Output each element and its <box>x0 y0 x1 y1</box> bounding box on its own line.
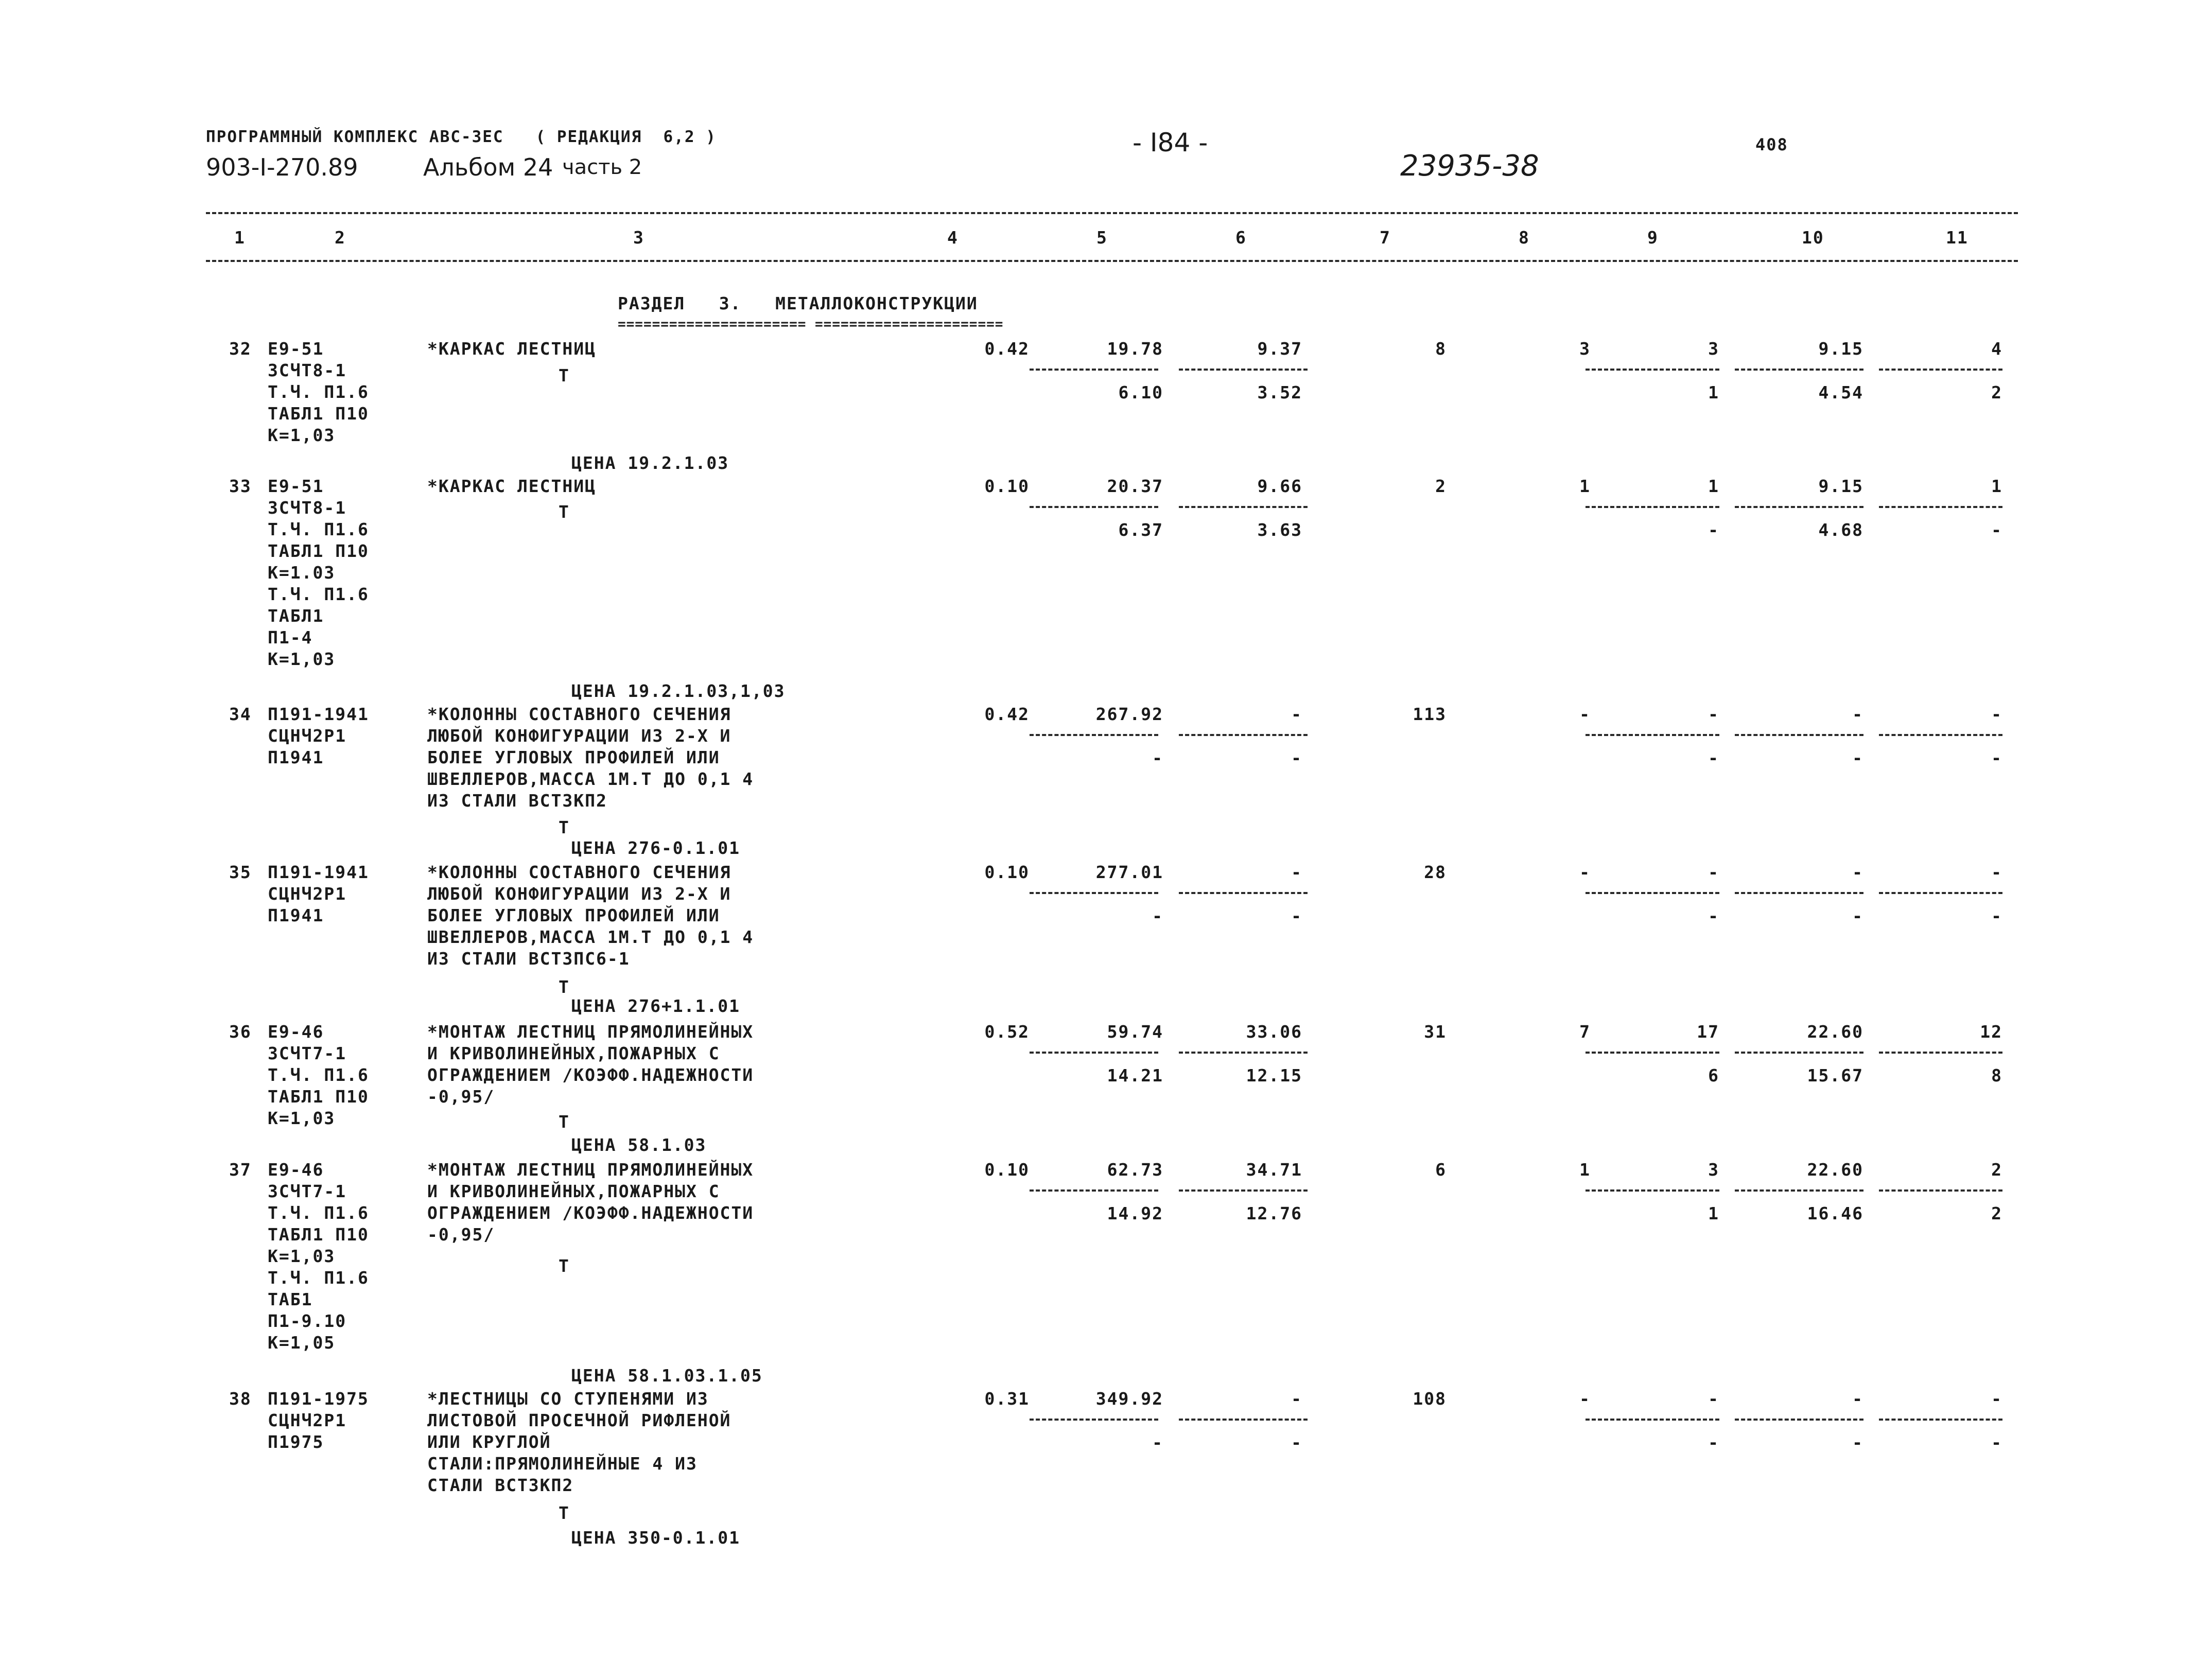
row-description-line: ЛЮБОЙ КОНФИГУРАЦИИ ИЗ 2-Х И <box>427 884 731 904</box>
separator-col-5 <box>1030 1189 1158 1192</box>
row-number: 34 <box>229 704 252 724</box>
row-description-line: И КРИВОЛИНЕЙНЫХ,ПОЖАРНЫХ С <box>427 1181 720 1201</box>
value-col-11-bottom: 2 <box>1991 382 2002 402</box>
value-col-11-bottom: - <box>1991 520 2002 540</box>
separator-col-11 <box>1879 734 2002 736</box>
separator-col-11 <box>1879 369 2002 371</box>
row-code-line: П191-1941 <box>268 704 369 724</box>
value-col-6: 34.71 <box>1246 1160 1302 1180</box>
row-code-line: ТАБЛ1 П10 <box>268 404 369 424</box>
value-col-6: 9.66 <box>1257 476 1302 496</box>
row-description-line: ШВЕЛЛЕРОВ,МАССА 1М.Т ДО 0,1 4 <box>427 927 754 947</box>
separator-col-11 <box>1879 1419 2002 1421</box>
row-code-line: П1941 <box>268 747 324 767</box>
value-col-10-bottom: - <box>1852 1432 1863 1452</box>
value-col-7: 31 <box>1424 1022 1447 1042</box>
value-col-5: 19.78 <box>1107 339 1163 359</box>
value-col-4: 0.10 <box>984 1160 1030 1180</box>
value-col-9: 3 <box>1708 339 1719 359</box>
separator-col-9 <box>1586 506 1719 508</box>
value-col-11: 12 <box>1980 1022 2002 1042</box>
value-col-11: - <box>1991 704 2002 724</box>
value-col-9-bottom: - <box>1708 748 1719 768</box>
value-col-11: - <box>1991 1389 2002 1409</box>
value-col-6-bottom: - <box>1291 1432 1302 1452</box>
value-col-9: 3 <box>1708 1160 1719 1180</box>
separator-col-9 <box>1586 369 1719 371</box>
value-col-5: 349.92 <box>1095 1389 1163 1409</box>
row-code-line: П191-1941 <box>268 862 369 882</box>
value-col-6: 33.06 <box>1246 1022 1302 1042</box>
row-price: ЦЕНА 276-0.1.01 <box>571 838 741 858</box>
value-col-4: 0.42 <box>984 704 1030 724</box>
row-code-line: П1941 <box>268 905 324 925</box>
value-col-5-bottom: 14.21 <box>1107 1065 1163 1086</box>
row-code-line: П1975 <box>268 1432 324 1452</box>
row-code-line: К=1,03 <box>268 649 336 669</box>
value-col-8: - <box>1579 862 1591 882</box>
separator-col-10 <box>1735 734 1863 736</box>
value-col-10: 9.15 <box>1818 339 1863 359</box>
row-code-line: СЦНЧ2Р1 <box>268 1410 347 1430</box>
row-mark: Т <box>559 502 570 522</box>
row-code-line: ТАБЛ1 <box>268 606 324 626</box>
row-description-line: ИЗ СТАЛИ ВСТЗКП2 <box>427 791 607 811</box>
separator-col-10 <box>1735 369 1863 371</box>
row-mark: Т <box>559 1503 570 1523</box>
row-code-line: К=1,03 <box>268 425 336 445</box>
value-col-10-bottom: 4.68 <box>1818 520 1863 540</box>
column-header-11: 11 <box>1946 227 1968 248</box>
row-description-line: *КОЛОННЫ СОСТАВНОГО СЕЧЕНИЯ <box>427 704 731 724</box>
value-col-7: 8 <box>1435 339 1447 359</box>
value-col-9: 1 <box>1708 476 1719 496</box>
value-col-5-bottom: - <box>1152 748 1163 768</box>
separator-col-6 <box>1179 1052 1308 1054</box>
separator-col-11 <box>1879 1052 2002 1054</box>
value-col-11-bottom: - <box>1991 748 2002 768</box>
value-col-9: 17 <box>1697 1022 1719 1042</box>
row-description-line: ЛЮБОЙ КОНФИГУРАЦИИ ИЗ 2-Х И <box>427 726 731 746</box>
value-col-5-bottom: - <box>1152 906 1163 926</box>
value-col-11-bottom: 2 <box>1991 1203 2002 1223</box>
value-col-11: - <box>1991 862 2002 882</box>
value-col-6-bottom: 3.63 <box>1257 520 1302 540</box>
row-code-line: П1-9.10 <box>268 1311 347 1331</box>
separator-col-11 <box>1879 892 2002 894</box>
row-code-line: ТАБ1 <box>268 1289 313 1309</box>
separator-col-6 <box>1179 1419 1308 1421</box>
row-description-line: БОЛЕЕ УГЛОВЫХ ПРОФИЛЕЙ ИЛИ <box>427 905 720 925</box>
value-col-5-bottom: - <box>1152 1432 1163 1452</box>
value-col-8: 1 <box>1579 476 1591 496</box>
row-price: ЦЕНА 58.1.03.1.05 <box>571 1366 763 1386</box>
row-code-line: ЗСЧТ7-1 <box>268 1181 347 1201</box>
value-col-7: 6 <box>1435 1160 1447 1180</box>
value-col-10: 22.60 <box>1807 1022 1863 1042</box>
value-col-5-bottom: 14.92 <box>1107 1203 1163 1223</box>
row-description-line: *МОНТАЖ ЛЕСТНИЦ ПРЯМОЛИНЕЙНЫХ <box>427 1160 754 1180</box>
value-col-10-bottom: 16.46 <box>1807 1203 1863 1223</box>
separator-col-9 <box>1586 1189 1719 1192</box>
value-col-4: 0.31 <box>984 1389 1030 1409</box>
row-price: ЦЕНА 350-0.1.01 <box>571 1528 741 1548</box>
value-col-6-bottom: - <box>1291 906 1302 926</box>
row-description-line: *ЛЕСТНИЦЫ СО СТУПЕНЯМИ ИЗ <box>427 1389 709 1409</box>
row-code-line: СЦНЧ2Р1 <box>268 726 347 746</box>
separator-col-9 <box>1586 1052 1719 1054</box>
row-code-line: Т.Ч. П1.6 <box>268 382 369 402</box>
value-col-10-bottom: - <box>1852 906 1863 926</box>
value-col-10: 22.60 <box>1807 1160 1863 1180</box>
row-description-line: *КАРКАС ЛЕСТНИЦ <box>427 339 597 359</box>
separator-col-10 <box>1735 892 1863 894</box>
value-col-6-bottom: 12.15 <box>1246 1065 1302 1086</box>
row-code-line: ТАБЛ1 П10 <box>268 1087 369 1107</box>
row-mark: Т <box>559 365 570 386</box>
column-header-2: 2 <box>335 227 346 248</box>
part-label: часть 2 <box>562 155 642 179</box>
separator-col-9 <box>1586 1419 1719 1421</box>
column-header-6: 6 <box>1235 227 1247 248</box>
row-description-line: ОГРАЖДЕНИЕМ /КОЭФФ.НАДЕЖНОСТИ <box>427 1065 754 1085</box>
program-title: ПРОГРАММНЫЙ КОМПЛЕКС АВС-ЗЕС ( РЕДАКЦИЯ 6,2 ) <box>206 128 717 146</box>
value-col-6: - <box>1291 862 1302 882</box>
value-col-9-bottom: - <box>1708 520 1719 540</box>
row-description-line: -0,95/ <box>427 1087 495 1107</box>
row-price: ЦЕНА 19.2.1.03 <box>571 453 729 473</box>
value-col-4: 0.10 <box>984 476 1030 496</box>
value-col-6-bottom: 3.52 <box>1257 382 1302 402</box>
separator-col-5 <box>1030 1052 1158 1054</box>
section-title: РАЗДЕЛ 3. МЕТАЛЛОКОНСТРУКЦИИ <box>618 293 978 313</box>
separator-col-5 <box>1030 506 1158 508</box>
column-header-1: 1 <box>234 227 246 248</box>
row-description-line: СТАЛИ:ПРЯМОЛИНЕЙНЫЕ 4 ИЗ <box>427 1454 698 1474</box>
value-col-9: - <box>1708 1389 1719 1409</box>
value-col-9: - <box>1708 704 1719 724</box>
value-col-9-bottom: - <box>1708 906 1719 926</box>
value-col-10: - <box>1852 1389 1863 1409</box>
separator-col-6 <box>1179 1189 1308 1192</box>
value-col-10-bottom: 4.54 <box>1818 382 1863 402</box>
row-code-line: Е9-51 <box>268 339 324 359</box>
row-description-line: -0,95/ <box>427 1224 495 1245</box>
column-header-5: 5 <box>1096 227 1108 248</box>
row-code-line: К=1.03 <box>268 563 336 583</box>
value-col-5-bottom: 6.37 <box>1118 520 1163 540</box>
row-code-line: Т.Ч. П1.6 <box>268 1203 369 1223</box>
value-col-5: 277.01 <box>1095 862 1163 882</box>
row-code-line: СЦНЧ2Р1 <box>268 884 347 904</box>
value-col-6: - <box>1291 704 1302 724</box>
row-code-line: Е9-46 <box>268 1022 324 1042</box>
row-description-line: ОГРАЖДЕНИЕМ /КОЭФФ.НАДЕЖНОСТИ <box>427 1203 754 1223</box>
row-code-line: ТАБЛ1 П10 <box>268 541 369 561</box>
separator-col-5 <box>1030 734 1158 736</box>
row-number: 32 <box>229 339 252 359</box>
row-mark: Т <box>559 817 570 837</box>
row-code-line: ЗСЧТ8-1 <box>268 360 347 380</box>
row-code-line: ЗСЧТ8-1 <box>268 498 347 518</box>
row-number: 37 <box>229 1160 252 1180</box>
separator-col-6 <box>1179 734 1308 736</box>
value-col-10-bottom: 15.67 <box>1807 1065 1863 1086</box>
column-header-3: 3 <box>633 227 644 248</box>
row-number: 35 <box>229 862 252 882</box>
row-code-line: Т.Ч. П1.6 <box>268 1065 369 1085</box>
row-description-line: ИЗ СТАЛИ ВСТЗПС6-1 <box>427 949 630 969</box>
value-col-7: 108 <box>1413 1389 1447 1409</box>
value-col-11-bottom: - <box>1991 906 2002 926</box>
row-description-line: *МОНТАЖ ЛЕСТНИЦ ПРЯМОЛИНЕЙНЫХ <box>427 1022 754 1042</box>
row-description-line: И КРИВОЛИНЕЙНЫХ,ПОЖАРНЫХ С <box>427 1043 720 1063</box>
column-header-10: 10 <box>1802 227 1824 248</box>
value-col-11: 4 <box>1991 339 2002 359</box>
value-col-4: 0.52 <box>984 1022 1030 1042</box>
row-description-line: ЛИСТОВОЙ ПРОСЕЧНОЙ РИФЛЕНОЙ <box>427 1410 731 1430</box>
column-header-4: 4 <box>947 227 959 248</box>
row-code-line: Т.Ч. П1.6 <box>268 584 369 604</box>
row-number: 33 <box>229 476 252 496</box>
value-col-11-bottom: - <box>1991 1432 2002 1452</box>
value-col-9-bottom: 6 <box>1708 1065 1719 1086</box>
row-description-line: СТАЛИ ВСТЗКП2 <box>427 1475 574 1495</box>
separator-col-5 <box>1030 1419 1158 1421</box>
row-code-line: К=1,05 <box>268 1333 336 1353</box>
value-col-8: 1 <box>1579 1160 1591 1180</box>
row-code-line: ТАБЛ1 П10 <box>268 1224 369 1245</box>
separator-col-10 <box>1735 1189 1863 1192</box>
row-description-line: ИЛИ КРУГЛОЙ <box>427 1432 551 1452</box>
value-col-6-bottom: 12.76 <box>1246 1203 1302 1223</box>
value-col-4: 0.10 <box>984 862 1030 882</box>
row-code-line: Т.Ч. П1.6 <box>268 519 369 539</box>
row-code-line: К=1,03 <box>268 1246 336 1266</box>
value-col-11-bottom: 8 <box>1991 1065 2002 1086</box>
value-col-5: 20.37 <box>1107 476 1163 496</box>
row-mark: Т <box>559 1256 570 1276</box>
value-col-10: 9.15 <box>1818 476 1863 496</box>
value-col-11: 2 <box>1991 1160 2002 1180</box>
section-underline: ====================== ====================== <box>618 317 1004 332</box>
separator-col-10 <box>1735 1052 1863 1054</box>
value-col-6: 9.37 <box>1257 339 1302 359</box>
value-col-5: 267.92 <box>1095 704 1163 724</box>
page-number: - I84 - <box>1133 128 1208 157</box>
value-col-5: 59.74 <box>1107 1022 1163 1042</box>
separator-col-11 <box>1879 506 2002 508</box>
separator-col-9 <box>1586 892 1719 894</box>
value-col-8: 7 <box>1579 1022 1591 1042</box>
column-header-9: 9 <box>1647 227 1659 248</box>
value-col-8: - <box>1579 1389 1591 1409</box>
value-col-11: 1 <box>1991 476 2002 496</box>
value-col-7: 113 <box>1413 704 1447 724</box>
value-col-8: 3 <box>1579 339 1591 359</box>
row-code-line: ЗСЧТ7-1 <box>268 1043 347 1063</box>
row-code-line: Е9-51 <box>268 476 324 496</box>
row-code-line: П191-1975 <box>268 1389 369 1409</box>
header-bottom-rule <box>206 260 2018 262</box>
row-price: ЦЕНА 58.1.03 <box>571 1135 707 1155</box>
value-col-6: - <box>1291 1389 1302 1409</box>
row-price: ЦЕНА 19.2.1.03,1,03 <box>571 681 786 701</box>
separator-col-9 <box>1586 734 1719 736</box>
value-col-9-bottom: 1 <box>1708 382 1719 402</box>
value-col-9-bottom: 1 <box>1708 1203 1719 1223</box>
doc-number: 23935-38 <box>1400 149 1539 183</box>
column-header-7: 7 <box>1380 227 1391 248</box>
value-col-10-bottom: - <box>1852 748 1863 768</box>
row-price: ЦЕНА 276+1.1.01 <box>571 996 741 1016</box>
separator-col-5 <box>1030 892 1158 894</box>
value-col-4: 0.42 <box>984 339 1030 359</box>
value-col-8: - <box>1579 704 1591 724</box>
value-col-5: 62.73 <box>1107 1160 1163 1180</box>
value-col-10: - <box>1852 862 1863 882</box>
row-code-line: К=1,03 <box>268 1108 336 1128</box>
row-number: 38 <box>229 1389 252 1409</box>
sheet-number: 408 <box>1755 135 1788 154</box>
row-description-line: ШВЕЛЛЕРОВ,МАССА 1М.Т ДО 0,1 4 <box>427 769 754 789</box>
separator-col-6 <box>1179 892 1308 894</box>
value-col-9-bottom: - <box>1708 1432 1719 1452</box>
header-top-rule <box>206 212 2018 214</box>
row-description-line: *КОЛОННЫ СОСТАВНОГО СЕЧЕНИЯ <box>427 862 731 882</box>
project-code: 903-I-270.89 <box>206 153 358 181</box>
row-description-line: *КАРКАС ЛЕСТНИЦ <box>427 476 597 496</box>
row-description-line: БОЛЕЕ УГЛОВЫХ ПРОФИЛЕЙ ИЛИ <box>427 747 720 767</box>
separator-col-11 <box>1879 1189 2002 1192</box>
value-col-7: 28 <box>1424 862 1447 882</box>
row-code-line: П1-4 <box>268 627 313 647</box>
separator-col-5 <box>1030 369 1158 371</box>
value-col-6-bottom: - <box>1291 748 1302 768</box>
row-number: 36 <box>229 1022 252 1042</box>
value-col-10: - <box>1852 704 1863 724</box>
separator-col-10 <box>1735 506 1863 508</box>
separator-col-6 <box>1179 369 1308 371</box>
separator-col-6 <box>1179 506 1308 508</box>
value-col-5-bottom: 6.10 <box>1118 382 1163 402</box>
separator-col-10 <box>1735 1419 1863 1421</box>
row-code-line: Е9-46 <box>268 1160 324 1180</box>
column-header-8: 8 <box>1519 227 1530 248</box>
row-mark: Т <box>559 977 570 997</box>
value-col-7: 2 <box>1435 476 1447 496</box>
value-col-9: - <box>1708 862 1719 882</box>
row-code-line: Т.Ч. П1.6 <box>268 1268 369 1288</box>
album-label: Альбом 24 <box>423 153 553 181</box>
row-mark: Т <box>559 1112 570 1132</box>
